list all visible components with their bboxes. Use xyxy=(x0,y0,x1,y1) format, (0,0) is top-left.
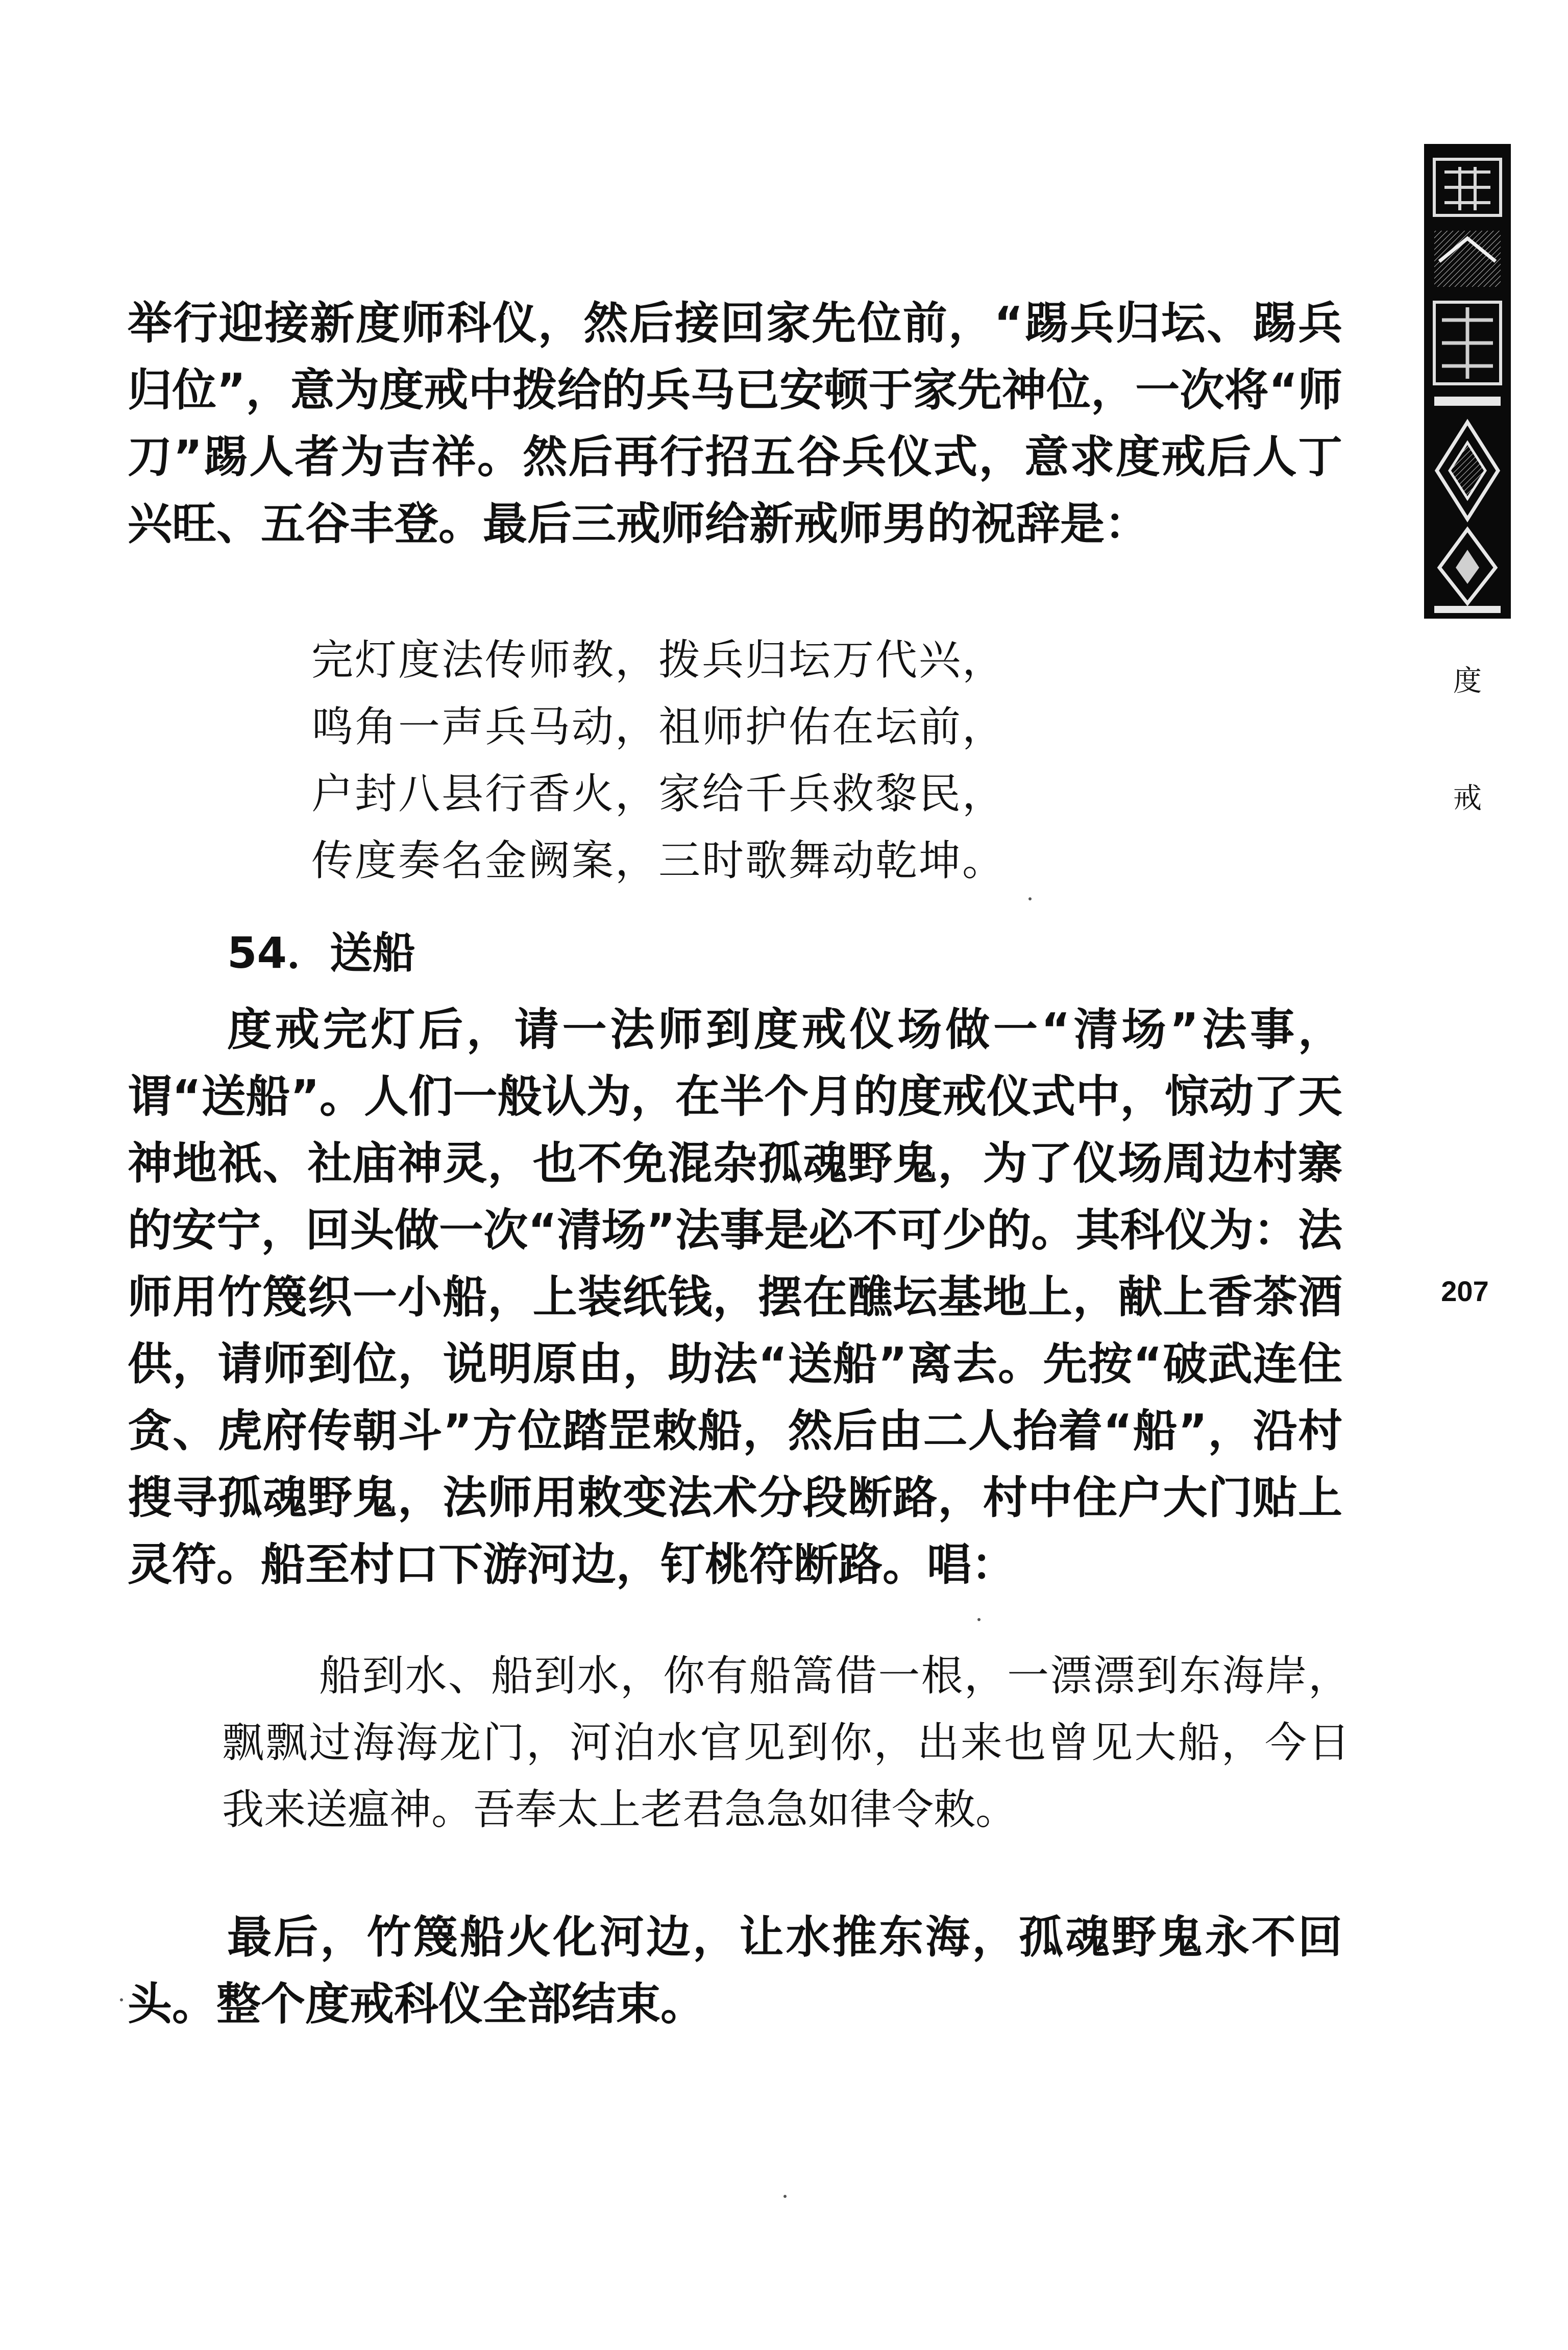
verse-line: 户封八县行香火，家给千兵救黎民， xyxy=(311,770,1006,818)
section-heading: 54．送船 xyxy=(227,928,415,978)
verse-line: 完灯度法传师教，拨兵归坛万代兴， xyxy=(311,636,1006,684)
side-chapter-char: 度 xyxy=(1453,665,1482,698)
paragraph-song-chuan: 度戒完灯后，请一法师到度戒仪场做一“清场”法事，谓“送船”。人们一般认为，在半个月的度戒仪式中，惊动了天神地祇、社庙神灵，也不免混杂孤魂野鬼，为了仪场周边村寨的安宁，回头做一次“清场”法事是必不可少的。其科仪为：法师用竹篾织一小船，上装纸钱，摆在醮坛基地上，献上香茶酒供，请师到位，说明原由，助法“送船”离去。先按“破武连住贪、虎府传朝斗”方位踏罡敕船，然后由二人抬着“船”，沿村搜寻孤魂野鬼，法师用敕变法术分段断路，村中住户大门贴上灵符。船至村口下游河边，钉桃符断路。唱： xyxy=(128,1003,1342,1590)
verse-blessing xyxy=(311,627,1006,894)
scan-speck xyxy=(120,1998,123,2001)
paragraph-intro: 举行迎接新度师科仪，然后接回家先位前，“踢兵归坛、踢兵归位”，意为度戒中拨给的兵马已安顿于家先神位，一次将“师刀”踢人者为吉祥。然后再行招五谷兵仪式，意求度戒后人丁兴旺、五谷丰登。最后三戒师给新戒师男的祝辞是： xyxy=(128,297,1342,550)
scan-speck xyxy=(783,2195,787,2198)
scan-speck xyxy=(1028,897,1032,900)
verse-line: 传度奏名金阙案，三时歌舞动乾坤。 xyxy=(311,837,1006,885)
verse-chant: 船到水、船到水，你有船篙借一根，一漂漂到东海岸，飘飘过海海龙门，河泊水官见到你，出来也曾见大船，今日我来送瘟神。吾奉太上老君急急如律令敕。 xyxy=(222,1652,1350,1834)
paragraph-closing: 最后，竹篾船火化河边，让水推东海，孤魂野鬼永不回头。整个度戒科仪全部结束。 xyxy=(128,1911,1342,2030)
side-chapter-char: 戒 xyxy=(1453,782,1482,815)
page-number: 207 xyxy=(1441,1275,1489,1307)
verse-line: 鸣角一声兵马动，祖师护佑在坛前， xyxy=(311,703,1006,751)
scan-speck xyxy=(977,1618,981,1621)
chapter-tab-ornament xyxy=(1424,144,1511,619)
